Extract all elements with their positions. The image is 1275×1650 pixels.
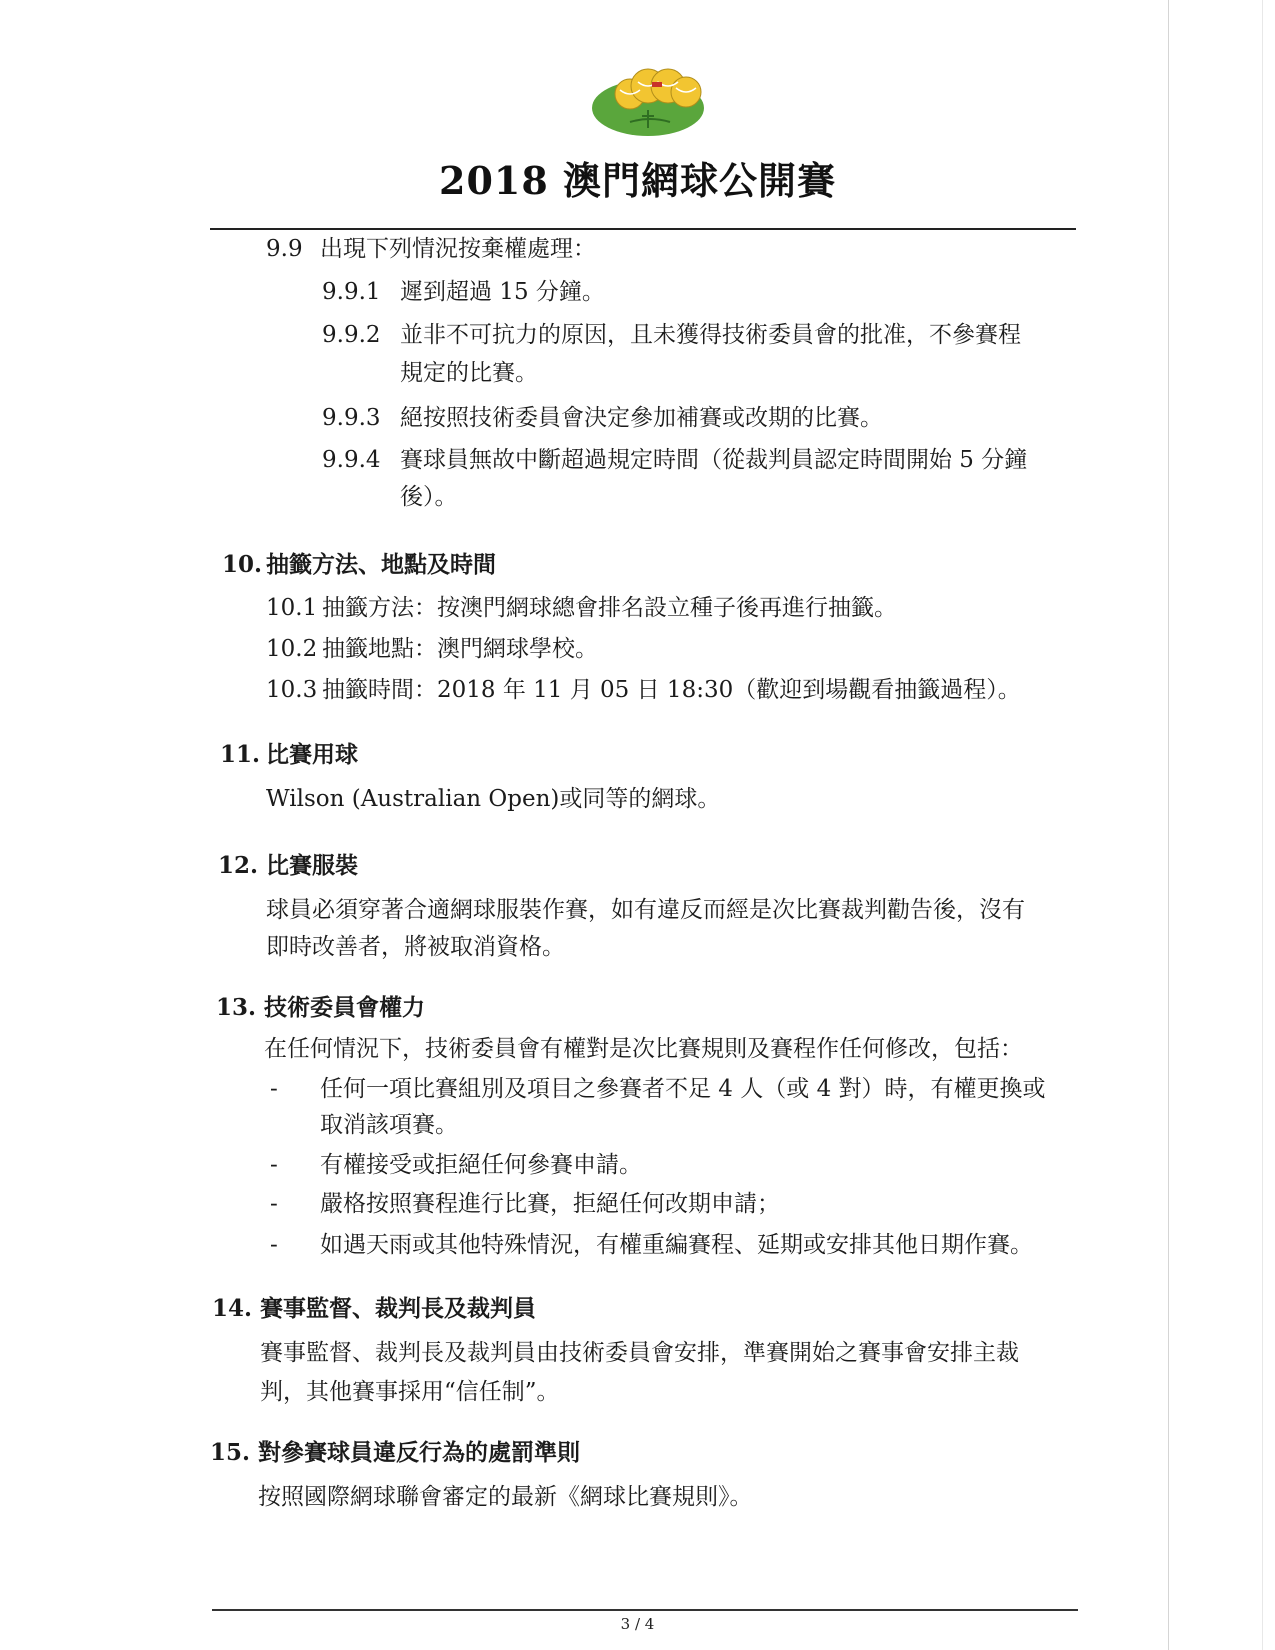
page-edge-shadow [1262,0,1263,1650]
bullet-text-continued: 取消該項賽。 [320,1112,458,1138]
section-body: 賽事監督、裁判長及裁判員由技術委員會安排，準賽開始之賽事會安排主裁 [260,1340,1019,1366]
item-text: 並非不可抗力的原因，且未獲得技術委員會的批准，不參賽程 [400,322,1021,348]
section-intro: 在任何情況下，技術委員會有權對是次比賽規則及賽程作任何修改，包括： [264,1036,1023,1062]
section-body: 按照國際網球聯會審定的最新《網球比賽規則》。 [258,1484,753,1510]
bullet-marker: - [270,1232,278,1258]
bullet-text: 嚴格按照賽程進行比賽，拒絕任何改期申請； [320,1191,780,1217]
document-title: 2018 澳門網球公開賽 [439,158,836,203]
item-number: 9.9.4 [322,447,381,473]
item-text: 賽球員無故中斷超過規定時間（從裁判員認定時間開始 5 分鐘 [400,447,1028,473]
section-heading: 比賽服裝 [266,852,358,879]
item-text-continued: 規定的比賽。 [400,360,538,386]
footer-rule [212,1609,1078,1611]
section-number: 10. [222,551,263,578]
page-edge-shadow [1168,0,1169,1650]
section-number: 11. [220,741,261,768]
section-heading: 賽事監督、裁判長及裁判員 [260,1295,536,1322]
bullet-text: 如遇天雨或其他特殊情況，有權重編賽程、延期或安排其他日期作賽。 [320,1232,1033,1258]
item-text: 抽籤地點：澳門網球學校。 [322,636,598,662]
section-body: Wilson (Australian Open)或同等的網球。 [266,786,721,812]
section-heading: 技術委員會權力 [264,994,425,1021]
item-text: 絕按照技術委員會決定參加補賽或改期的比賽。 [400,405,883,431]
section-body: 球員必須穿著合適網球服裝作賽，如有違反而經是次比賽裁判勸告後，沒有 [266,897,1025,923]
item-text: 遲到超過 15 分鐘。 [400,279,605,305]
section-number: 13. [216,994,257,1021]
section-heading: 比賽用球 [266,741,358,768]
item-text: 出現下列情況按棄權處理： [320,236,596,262]
item-text: 抽籤方法：按澳門網球總會排名設立種子後再進行抽籤。 [322,595,897,621]
logo-red-mark [652,82,662,87]
item-number: 9.9 [266,236,303,262]
section-heading: 抽籤方法、地點及時間 [266,551,496,578]
item-text: 抽籤時間：2018 年 11 月 05 日 18:30（歡迎到場觀看抽籤過程）。 [322,677,1021,703]
section-body-continued: 即時改善者，將被取消資格。 [266,934,565,960]
bullet-marker: - [270,1191,278,1217]
item-text-continued: 後）。 [400,484,458,510]
section-number: 12. [218,852,259,879]
bullet-text: 有權接受或拒絕任何參賽申請。 [320,1152,642,1178]
item-number: 10.3 [266,677,318,703]
item-number: 9.9.1 [322,279,381,305]
bullet-marker: - [270,1076,278,1102]
bullet-text: 任何一項比賽組別及項目之參賽者不足 4 人（或 4 對）時，有權更換或 [320,1076,1046,1102]
section-heading: 對參賽球員違反行為的處罰準則 [258,1439,580,1466]
tournament-logo [590,60,720,140]
section-number: 15. [210,1439,251,1466]
page-number: 3 / 4 [620,1615,655,1633]
item-number: 9.9.3 [322,405,381,431]
item-number: 9.9.2 [322,322,381,348]
bullet-marker: - [270,1152,278,1178]
section-number: 14. [212,1295,253,1322]
header-rule [210,228,1076,230]
section-body-continued: 判，其他賽事採用“信任制”。 [260,1379,560,1405]
item-number: 10.1 [266,595,318,621]
item-number: 10.2 [266,636,318,662]
